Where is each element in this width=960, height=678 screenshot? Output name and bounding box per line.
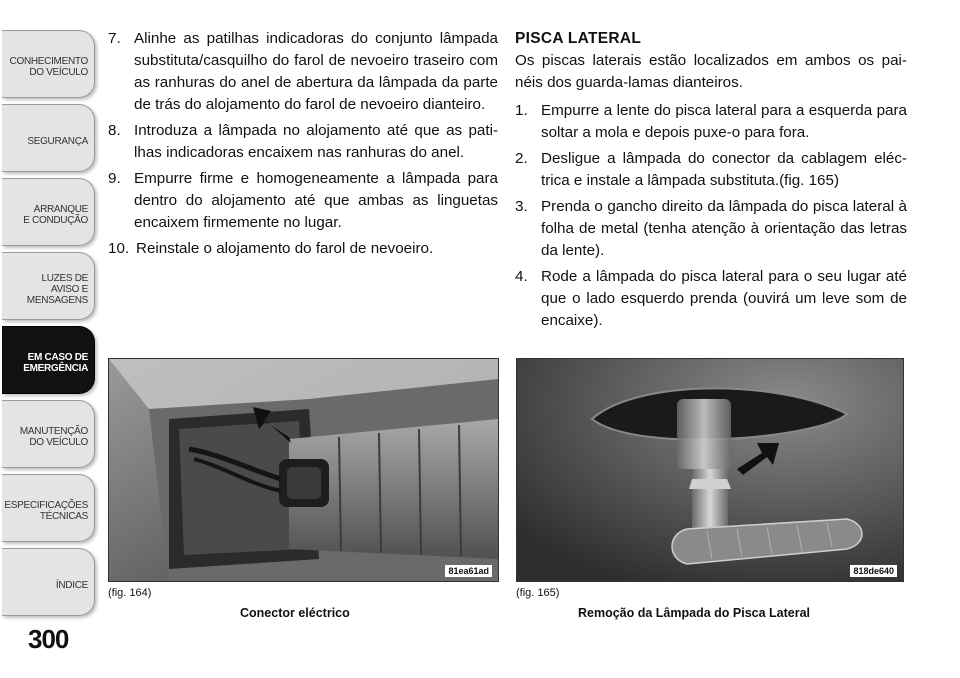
tab-em-caso-de-emergencia[interactable]: EM CASO DE EMERGÊNCIA [2,326,95,394]
figure-164-ref: (fig. 164) [108,587,152,599]
step-9 [108,168,498,234]
figure-code: 818de640 [850,565,897,577]
step-number: 8. [108,122,121,139]
figure-164-caption: Conector eléctrico [240,606,350,620]
right-column [515,28,907,336]
step-text: Alinhe as patilhas indicadoras do conjunto lâmpada substituta/casquilho do farol de nevoeiro traseiro com as ranhuras do anel de abertura da lâmpada da parte de trás do alojamento do farol de nevoeiro dianteiro. [134,30,498,113]
step-number: 9. [108,170,121,187]
step-text: Empurre a lente do pisca lateral para a esquerda para soltar a mola e depois puxe-o para fora. [541,102,907,141]
step-8 [108,120,498,164]
step-text: Reinstale o alojamento do farol de nevoeiro. [136,240,434,257]
tab-especificacoes-tecnicas[interactable]: ESPECIFICAÇÕES TÉCNICAS [2,474,95,542]
step-10 [108,238,498,260]
page-number: 300 [28,624,69,654]
step-number: 1. [515,102,528,119]
step-number: 2. [515,150,528,167]
tab-arranque-e-conducao[interactable]: ARRANQUE E CONDUÇÃO [2,178,95,246]
step-text: Rode a lâmpada do pisca lateral para o seu lugar até que o lado esquerdo prenda (ouvirá um leve som de encaixe). [541,268,907,329]
figure-code: 81ea61ad [445,565,492,577]
step-number: 7. [108,30,121,47]
step-number: 3. [515,198,528,215]
step-number: 4. [515,268,528,285]
step-1 [515,100,907,144]
side-lamp-illustration [517,359,903,581]
tab-manutencao-do-veiculo[interactable]: MANUTENÇÃO DO VEÍCULO [2,400,95,468]
tab-luzes-de-aviso[interactable]: LUZES DE AVISO E MENSAGENS [2,252,95,320]
figure-165-caption: Remoção da Lâmpada do Pisca Lateral [578,606,811,620]
figure-165-ref: (fig. 165) [516,587,560,599]
step-text: Introduza a lâmpada no alojamento até que as pati- lhas indicadoras encaixem nas ranhuras do anel. [134,122,498,161]
figure-164-photo [108,358,499,582]
connector-illustration [109,359,498,581]
step-text: Prenda o gancho direito da lâmpada do pisca lateral à folha de metal (tenha atenção à orientação das letras da lente). [541,198,907,259]
tab-conhecimento-do-veiculo[interactable]: CONHECIMENTO DO VEÍCULO [2,30,95,98]
figure-165-photo [516,358,904,582]
step-text: Desligue a lâmpada do conector da cablagem eléc- trica e instale a lâmpada substituta.(fig. 165) [541,150,907,189]
tab-seguranca[interactable]: SEGURANÇA [2,104,95,172]
section-intro: Os piscas laterais estão localizados em ambos os pai- néis dos guarda-lamas dianteiros. [515,52,907,91]
left-column [108,28,498,264]
step-7 [108,28,498,116]
step-3 [515,196,907,262]
step-number: 10. [108,240,130,257]
step-text: Empurre firme e homogeneamente a lâmpada para dentro do alojamento até que ambas as linguetas encaixem firmemente no lugar. [134,170,498,231]
step-2 [515,148,907,192]
section-heading: PISCA LATERAL [515,30,642,47]
step-4 [515,266,907,332]
tab-indice[interactable]: ÍNDICE [2,548,95,616]
